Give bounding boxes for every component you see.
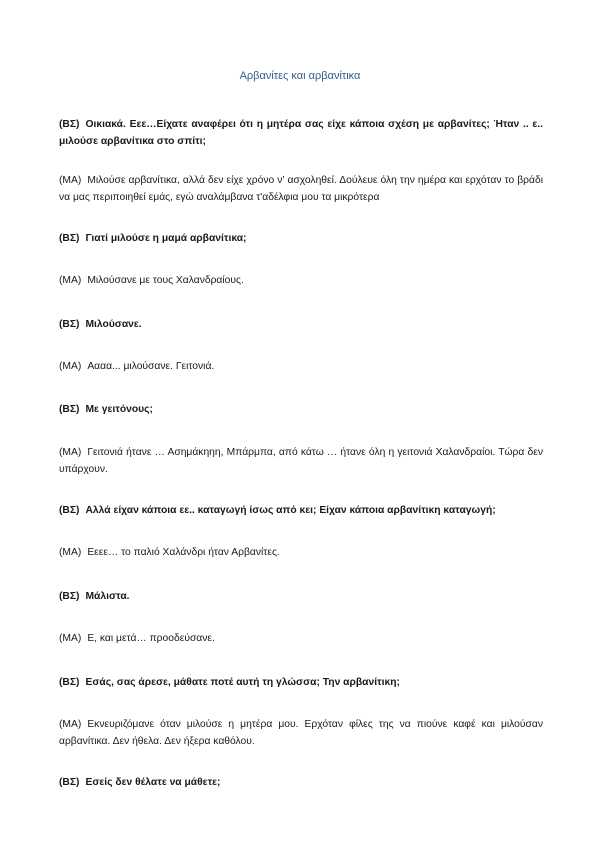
answer-turn <box>59 544 543 561</box>
answer-turn <box>59 444 543 478</box>
speaker-label: (ΒΣ) <box>59 505 80 516</box>
document-title: Αρβανίτες και αρβανίτικα <box>239 70 361 82</box>
turn-text: Μάλιστα. <box>85 591 130 602</box>
speaker-label: (ΒΣ) <box>59 777 80 788</box>
question-turn <box>59 230 543 247</box>
speaker-label: (ΒΣ) <box>59 591 80 602</box>
turn-text: Οικιακά. Εεε…Είχατε αναφέρει ότι η μητέρα σας είχε κάποια σχέση με αρβανίτες; Ήταν .. ε.. μιλούσε αρβανίτικα στο σπίτι; <box>59 119 543 147</box>
speaker-label: (ΜΑ) <box>59 547 82 558</box>
turn-text: Ε, και μετά… προοδεύσανε. <box>87 633 215 644</box>
speaker-label: (ΒΣ) <box>59 404 80 415</box>
turn-text: Εεεε… το παλιό Χαλάνδρι ήταν Αρβανίτες. <box>87 547 280 558</box>
turn-text: Μιλούσανε με τους Χαλανδραίους. <box>87 275 244 286</box>
turn-text: Γειτονιά ήτανε … Ασημάκηηη, Μπάρμπα, από κάτω … ήτανε όλη η γειτονιά Χαλανδραίοι. Τώρα δεν υπάρχουν. <box>59 447 543 475</box>
answer-turn <box>59 172 543 206</box>
answer-turn <box>59 716 543 750</box>
turn-text: Μιλούσε αρβανίτικα, αλλά δεν είχε χρόνο ν' ασχοληθεί. Δούλευε όλη την ημέρα και ερχόταν το βράδι να μας περιποιηθεί εμάς, εγώ αναλάμβανα τ'αδέλφια μου τα μικρότερα <box>59 175 543 203</box>
question-turn <box>59 401 543 418</box>
question-turn <box>59 774 543 791</box>
speaker-label: (ΜΑ) <box>59 447 82 458</box>
question-turn <box>59 674 543 691</box>
answer-turn <box>59 358 543 375</box>
speaker-label: (ΒΣ) <box>59 319 80 330</box>
question-turn <box>59 502 543 519</box>
turn-text: Εσείς δεν θέλατε να μάθετε; <box>85 777 221 788</box>
turn-text: Αααα... μιλούσανε. Γειτονιά. <box>87 361 215 372</box>
turn-text: Μιλούσανε. <box>85 319 142 330</box>
turn-text: Αλλά είχαν κάποια εε.. καταγωγή ίσως από κει; Είχαν κάποια αρβανίτικη καταγωγή; <box>85 505 496 516</box>
answer-turn <box>59 272 543 289</box>
speaker-label: (ΜΑ) <box>59 633 82 644</box>
speaker-label: (ΒΣ) <box>59 233 80 244</box>
question-turn <box>59 588 543 605</box>
turn-text: Εσάς, σας άρεσε, μάθατε ποτέ αυτή τη γλώσσα; Την αρβανίτικη; <box>85 677 400 688</box>
turn-text: Γιατί μιλούσε η μαμά αρβανίτικα; <box>85 233 247 244</box>
speaker-label: (ΜΑ) <box>59 361 82 372</box>
speaker-label: (ΜΑ) <box>59 275 82 286</box>
speaker-label: (ΒΣ) <box>59 119 80 130</box>
turn-text: Εκνευριζόμανε όταν μιλούσε η μητέρα μου. Ερχόταν φίλες της να πιούνε καφέ και μιλούσαν αρβανίτικα. Δεν ήθελα. Δεν ήξερα καθόλου. <box>59 719 543 747</box>
speaker-label: (ΜΑ) <box>59 719 82 730</box>
speaker-label: (ΒΣ) <box>59 677 80 688</box>
turn-text: Με γειτόνους; <box>85 404 153 415</box>
question-turn <box>59 116 543 150</box>
question-turn <box>59 316 543 333</box>
speaker-label: (ΜΑ) <box>59 175 82 186</box>
answer-turn <box>59 630 543 647</box>
